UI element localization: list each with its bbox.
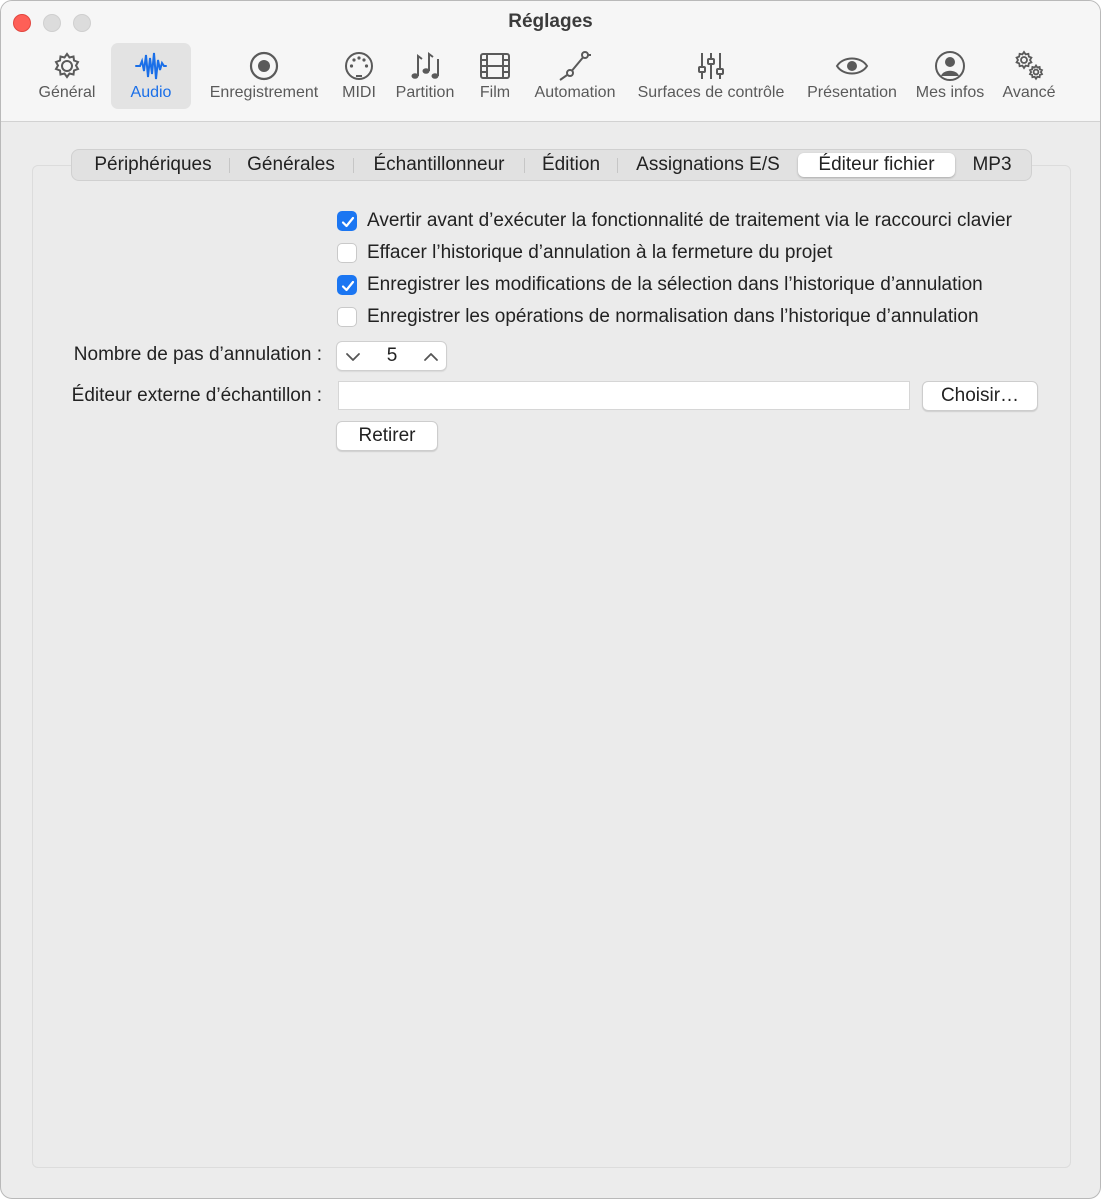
checkmark-icon [340, 214, 356, 230]
checkmark-icon [340, 278, 356, 294]
automation-curve-icon [558, 49, 592, 83]
titlebar [1, 1, 1100, 122]
option-label: Enregistrer les modifications de la sélection dans l’historique d’annulation [367, 274, 983, 295]
toolbar-item-film[interactable] [469, 43, 521, 109]
tab-editeur-fichier[interactable]: Éditeur fichier [798, 153, 955, 177]
option-label: Enregistrer les opérations de normalisation dans l’historique d’annulation [367, 306, 979, 327]
chevron-up-icon[interactable] [423, 349, 439, 365]
midi-port-icon [342, 49, 376, 83]
tab-separator [524, 158, 525, 173]
tab-generales[interactable]: Générales [247, 154, 335, 175]
toolbar-label-score: Partition [395, 84, 455, 101]
external-editor-label: Éditeur externe d’échantillon : [71, 385, 322, 406]
tab-edition[interactable]: Édition [541, 154, 601, 175]
toolbar-label-advanced: Avancé [1002, 84, 1056, 101]
external-editor-path-field[interactable] [338, 381, 910, 410]
toolbar-item-presentation[interactable] [800, 43, 904, 109]
eye-icon [835, 49, 869, 83]
choose-button[interactable]: Choisir… [922, 381, 1038, 411]
toolbar-label-midi: MIDI [342, 84, 376, 101]
tab-bar [71, 149, 1032, 181]
tab-separator [353, 158, 354, 173]
toolbar-label-presentation: Présentation [807, 84, 897, 101]
tab-echantillonneur[interactable]: Échantillonneur [373, 154, 505, 175]
sliders-icon [694, 49, 728, 83]
person-icon [933, 49, 967, 83]
toolbar-item-general[interactable] [29, 43, 105, 109]
toolbar-label-general: Général [38, 84, 96, 101]
toolbar-label-my-info: Mes infos [915, 84, 985, 101]
toolbar-label-recording: Enregistrement [209, 84, 319, 101]
tab-mp3[interactable]: MP3 [972, 154, 1012, 175]
toolbar-item-score[interactable] [389, 43, 461, 109]
toolbar-item-midi[interactable] [335, 43, 383, 109]
film-icon [478, 49, 512, 83]
record-icon [247, 49, 281, 83]
checkbox-warn-before-processing[interactable] [337, 211, 357, 231]
undo-steps-stepper[interactable] [336, 341, 447, 371]
option-label: Effacer l’historique d’annulation à la fermeture du projet [367, 242, 833, 263]
toolbar-item-my-info[interactable] [910, 43, 990, 109]
toolbar-item-recording[interactable] [202, 43, 326, 109]
toolbar-label-audio: Audio [130, 84, 172, 101]
tab-assignations-es[interactable]: Assignations E/S [636, 154, 780, 175]
tab-separator [617, 158, 618, 173]
music-notes-icon [408, 49, 442, 83]
toolbar-item-automation[interactable] [527, 43, 623, 109]
checkbox-save-normalize-operations[interactable] [337, 307, 357, 327]
gears-icon [1012, 49, 1046, 83]
undo-steps-value: 5 [386, 345, 398, 366]
toolbar-item-audio[interactable] [111, 43, 191, 109]
toolbar-label-automation: Automation [534, 84, 616, 101]
toolbar-label-film: Film [479, 84, 511, 101]
toolbar-item-control-surfaces[interactable] [629, 43, 793, 109]
chevron-down-icon[interactable] [345, 349, 361, 365]
tab-separator [229, 158, 230, 173]
checkbox-clear-undo-history[interactable] [337, 243, 357, 263]
remove-button[interactable]: Retirer [336, 421, 438, 451]
waveform-icon [134, 49, 168, 83]
toolbar-item-advanced[interactable] [997, 43, 1061, 109]
checkbox-save-selection-changes[interactable] [337, 275, 357, 295]
window-title: Réglages [508, 11, 593, 32]
gear-icon [50, 49, 84, 83]
option-label: Avertir avant d’exécuter la fonctionnalité de traitement via le raccourci clavier [367, 210, 1012, 231]
toolbar-label-control-surfaces: Surfaces de contrôle [637, 84, 785, 101]
tab-peripheriques[interactable]: Périphériques [94, 154, 212, 175]
undo-steps-label: Nombre de pas d’annulation : [73, 344, 322, 365]
